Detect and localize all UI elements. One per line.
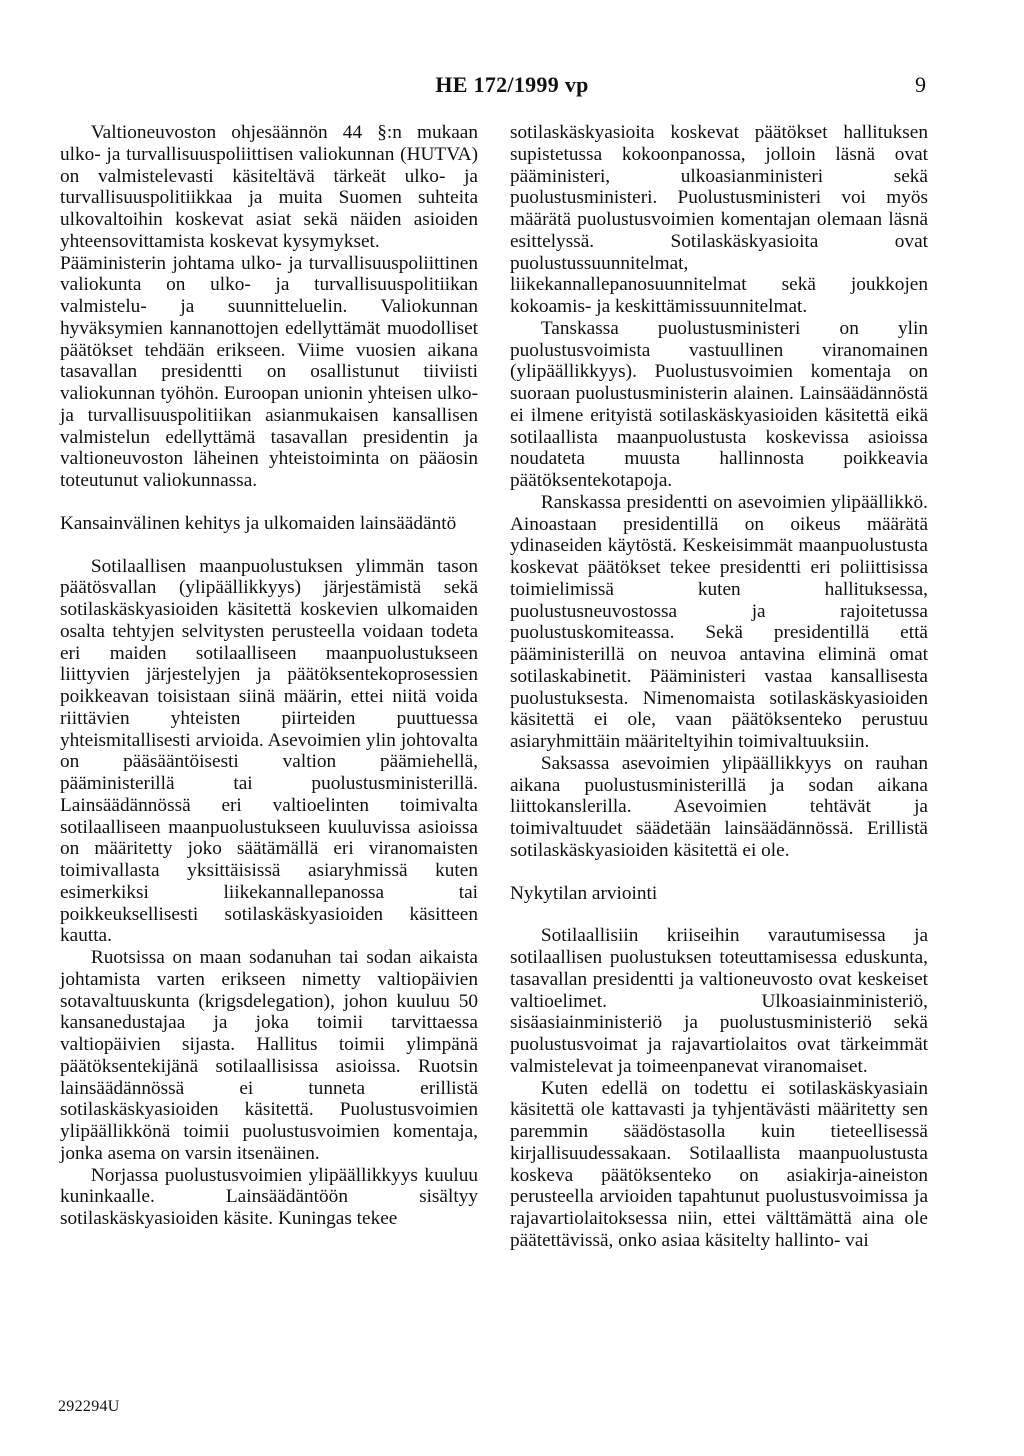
body-paragraph: Sotilaallisen maanpuolustuksen ylimmän tason päätösvallan (ylipäällikkyys) järjestämistä sekä sotilaskäskyasioiden käsitettä koskevien ulkomaiden osalta tehtyjen selvitysten perusteella voidaan todeta eri maiden sotilaalliseen maanpuolustukseen liittyvien järjestelyjen ja päätöksentekoprosessien poikkeavan toisistaan siinä määrin, ettei niitä voida riittävien yhteisten piirteiden puuttuessa yhteismitallisesti arvioida. Asevoimien ylin johtovalta on pääsääntöisesti valtion päämiehellä, pääministerillä tai puolustusministerillä. Lainsäädännössä eri valtioelinten toimivalta sotilaalliseen maanpuolustukseen kuuluvissa asioissa on määritetty joko säätämällä eri viranomaisten toimivallasta yksittäisissä asiaryhmissä kuten esimerkiksi liikekannallepanossa tai poikkeuksellisesti sotilaskäskyasioiden käsitteen kautta. (60, 555, 478, 947)
body-paragraph: Ranskassa presidentti on asevoimien ylipäällikkö. Ainoastaan presidentillä on oikeus määrätä ydinaseiden käytöstä. Keskeisimmät maanpuolustusta koskevat päätökset tekee presidentti eri poliittisissa toimielimissä kuten hallituksessa, puolustusneuvostossa ja rajoitetussa puolustuskomiteassa. Sekä presidentillä että pääministerillä on neuvoa antavina eliminä omat sotilaskabinetit. Pääministeri vastaa kansallisesta puolustuksesta. Nimenomaista sotilaskäskyasioiden käsitettä ei ole, vaan päätöksenteko perustuu asiaryhmittäin määriteltyihin toimivaltuuksiin. (510, 491, 928, 752)
section-heading: Nykytilan arviointi (510, 882, 658, 904)
body-paragraph: Pääministerin johtama ulko- ja turvallisuuspoliittinen valiokunta on ulko- ja turvallisuuspolitiikan valmistelu- ja suunnitteluelin. Valiokunnan hyväksymien kannanottojen edellyttämät muodolliset päätökset tehdään erikseen. Viime vuosien aikana tasavallan presidentti on osallistunut tiiviisti valiokunnan työhön. Euroopan unionin yhteisen ulko- ja turvallisuuspolitiikan asianmukaisen kansallisen valmistelun edellyttämä tasavallan presidentin ja valtioneuvoston läheinen yhteistoiminta on pääosin toteutunut valiokunnassa. (60, 252, 478, 491)
page-header (0, 72, 1024, 102)
section-heading: Kansainvälinen kehitys ja ulkomaiden lainsäädäntö (60, 512, 457, 534)
body-paragraph: Sotilaallisiin kriiseihin varautumisessa ja sotilaallisen puolustuksen toteuttamisessa eduskunta, tasavallan presidentti ja valtioneuvosto ovat keskeiset valtioelimet. Ulkoasiainministeriö, sisäasiainministeriö ja puolustusministeriö sekä puolustusvoimat ja rajavartiolaitos ovat tärkeimmät valmistelevat ja toimeenpanevat viranomaiset. (510, 925, 928, 1077)
body-paragraph: Kuten edellä on todettu ei sotilaskäskyasiain käsitettä ole kattavasti ja tyhjentävästi määritetty sen paremmin säädöstasolla kuin tieteellisessä kirjallisuudessakaan. Sotilaallista maanpuolustusta koskeva päätöksenteko on asiakirja-aineiston perusteella arvioiden tapahtunut puolustusvoimissa ja rajavartiolaitoksessa niin, ettei välttämättä aina ole päätettävissä, onko asiaa käsitelty hallinto- vai (510, 1077, 928, 1251)
footer-print-code: 292294U (58, 1398, 120, 1415)
body-paragraph: Tanskassa puolustusministeri on ylin puolustusvoimista vastuullinen viranomainen (ylipäällikkyys). Puolustusvoimien komentaja on suoraan puolustusministerin alainen. Lainsäädännöstä ei ilmene erityistä sotilaskäskyasioiden käsitettä eikä sotilaallista maanpuolustusta koskevissa asioissa noudateta muusta hallinnosta poikkeavia päätöksentekotapoja. (510, 317, 928, 491)
body-paragraph: Norjassa puolustusvoimien ylipäällikkyys kuuluu kuninkaalle. Lainsäädäntöön sisältyy sotilaskäskyasioiden käsite. Kuningas tekee (60, 1164, 478, 1229)
right-column (510, 122, 928, 1252)
left-column (60, 122, 478, 1230)
body-paragraph: Ruotsissa on maan sodanuhan tai sodan aikaista johtamista varten erikseen nimetty valtiopäivien sotavaltuuskunta (krigsdelegation), johon kuuluu 50 kansanedustajaa ja joka toimii tarvittaessa valtiopäivien sijasta. Hallitus toimii ylimpänä päätöksentekijänä sotilaallisissa asioissa. Ruotsin lainsäädännössä ei tunneta erillistä sotilaskäskyasioiden käsitettä. Puolustusvoimien ylipäällikkönä toimii puolustusvoimien komentaja, jonka asema on varsin itsenäinen. (60, 947, 478, 1164)
page-number: 9 (915, 72, 926, 97)
body-paragraph: Valtioneuvoston ohjesäännön 44 §:n mukaan ulko- ja turvallisuuspoliittisen valiokunnan (HUTVA) on valmistelevasti käsiteltävä tärkeät ulko- ja turvallisuuspolitiikkaa ja muita Suomen suhteita ulkovaltoihin koskevat asiat sekä näiden asioiden yhteensovittamista koskevat kysymykset. (60, 122, 478, 252)
body-paragraph: Saksassa asevoimien ylipäällikkyys on rauhan aikana puolustusministerillä ja sodan aikana liittokanslerilla. Asevoimien tehtävät ja toimivaltuudet säädetään lainsäädännössä. Erillistä sotilaskäskyasioiden käsitettä ei ole. (510, 752, 928, 861)
document-title: HE 172/1999 vp (435, 72, 589, 97)
body-paragraph: sotilaskäskyasioita koskevat päätökset hallituksen supistetussa kokoonpanossa, jolloin läsnä ovat pääministeri, ulkoasianministeri sekä puolustusministeri. Puolustusministeri voi myös määrätä puolustusvoimien komentajan olemaan läsnä esittelyssä. Sotilaskäskyasioita ovat puolustussuunnitelmat, liikekannallepanosuunnitelmat sekä joukkojen kokoamis- ja keskittämissuunnitelmat. (510, 122, 928, 317)
